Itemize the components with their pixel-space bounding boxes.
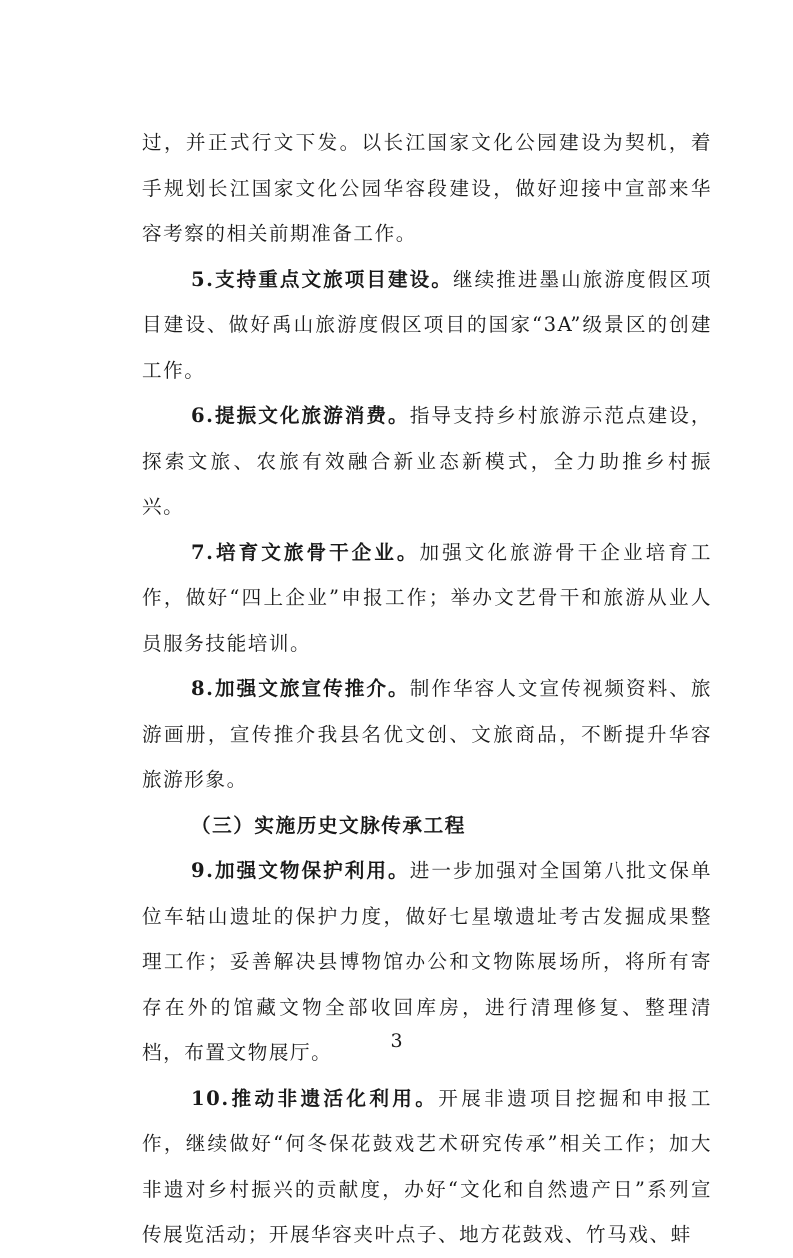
paragraph-text: 过，并正式行文下发。以长江国家文化公园建设为契机，着手规划长江国家文化公园华容段建设，做好迎接中宣部来华容考察的相关前期准备工作。 — [142, 131, 712, 245]
paragraph-lead: 5.支持重点文旅项目建设。 — [191, 267, 453, 291]
paragraph-lead: 6.提振文化旅游消费。 — [191, 404, 410, 427]
paragraph-text: 进一步加强对全国第八批文保单位车轱山遗址的保护力度，做好七星墩遗址考古发掘成果整理工作；妥善解决县博物馆办公和文物陈展场所，将所有寄存在外的馆藏文物全部收回库房，进行清理修复、整理清档，布置文物展厅。 — [142, 859, 712, 1064]
paragraph-text: 制作华容人文宣传视频资料、旅游画册，宣传推介我县名优文创、文旅商品，不断提升华容旅游形象。 — [142, 677, 712, 791]
paragraph-text: 加强文化旅游骨干企业培育工作，做好“四上企业”申报工作；举办文艺骨干和旅游从业人员服务技能培训。 — [142, 540, 712, 655]
document-body — [142, 120, 712, 1258]
paragraph-item-6 — [142, 393, 712, 530]
paragraph-text: 指导支持乡村旅游示范点建设，探索文旅、农旅有效融合新业态新模式，全力助推乡村振兴。 — [142, 404, 712, 518]
section-heading: （三）实施历史文脉传承工程 — [191, 813, 466, 837]
paragraph-lead: 7.培育文旅骨干企业。 — [191, 540, 420, 564]
page-number: 3 — [390, 1030, 403, 1052]
paragraph-item-10 — [142, 1076, 712, 1258]
paragraph-lead: 10.推动非遗活化利用。 — [191, 1086, 439, 1110]
paragraph-text: 开展非遗项目挖掘和申报工作，继续做好“何冬保花鼓戏艺术研究传承”相关工作；加大非遗对乡村振兴的贡献度，办好“文化和自然遗产日”系列宣传展览活动；开展华容夹叶点子、地方花鼓戏、竹马戏、蚌 — [142, 1086, 712, 1246]
paragraph-lead: 8.加强文旅宣传推介。 — [191, 677, 410, 700]
paragraph-text: 继续推进墨山旅游度假区项目建设、做好禹山旅游度假区项目的国家“3A”级景区的创建工作。 — [142, 267, 712, 382]
paragraph-item-5 — [142, 257, 712, 394]
paragraph-lead: 9.加强文物保护利用。 — [191, 859, 410, 882]
paragraph-continuation — [142, 120, 712, 257]
paragraph-item-7 — [142, 530, 712, 667]
paragraph-item-8 — [142, 666, 712, 803]
